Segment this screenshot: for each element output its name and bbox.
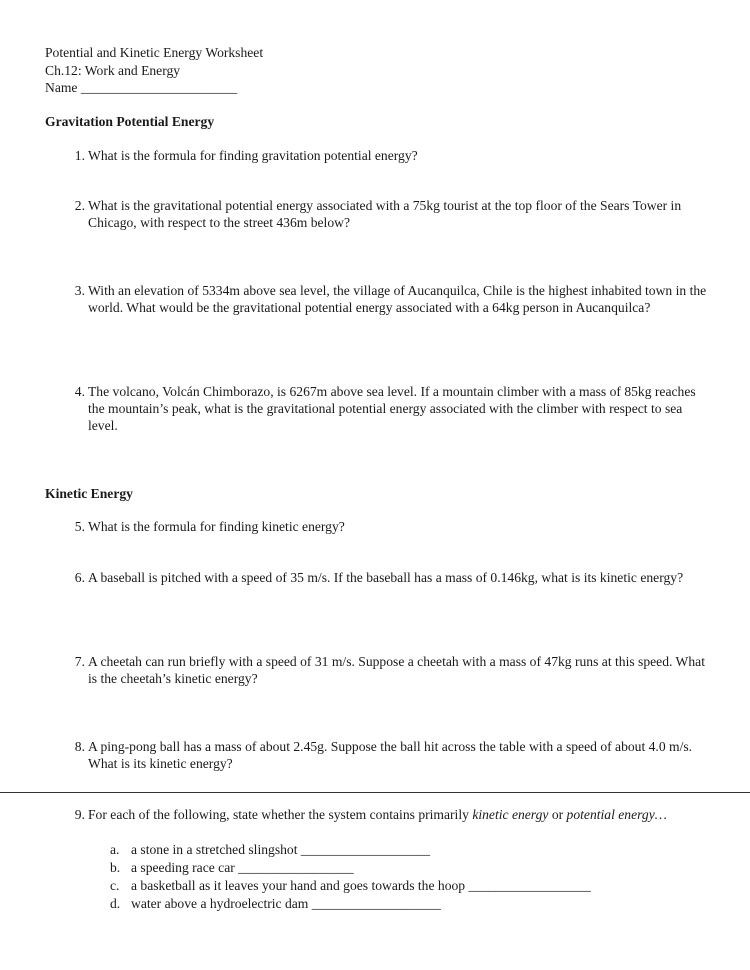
question-number: 1.	[74, 148, 85, 163]
question-number: 8.	[74, 739, 85, 754]
question-2	[65, 197, 715, 231]
question-text: A baseball is pitched with a speed of 35 m/s. If the baseball has a mass of 0.146kg, what is its kinetic energy?	[88, 570, 684, 585]
section-title-gravitational: Gravitation Potential Energy	[45, 114, 215, 129]
question-text: With an elevation of 5334m above sea level, the village of Aucanquilca, Chile is the highest inhabited town in the world. What would be the gravitational potential energy associated with a 64kg person in Aucanquilca?	[88, 283, 707, 315]
section-title-kinetic: Kinetic Energy	[45, 486, 133, 501]
question-text: The volcano, Volcán Chimborazo, is 6267m above sea level. If a mountain climber with a mass of 85kg reaches the mountain’s peak, what is the gravitational potential energy associated with the climber with respect to sea level.	[88, 384, 696, 433]
question-5	[65, 518, 715, 535]
question-number: 3.	[74, 283, 85, 298]
term-potential-energy: potential energy…	[566, 807, 667, 822]
worksheet-header	[45, 44, 263, 97]
list-item	[110, 877, 670, 895]
list-item	[110, 841, 670, 859]
question-7	[65, 653, 715, 687]
name-line: Name _______________________	[45, 80, 238, 95]
question-text: A cheetah can run briefly with a speed of 31 m/s. Suppose a cheetah with a mass of 47kg runs at this speed. What is the cheetah’s kinetic energy?	[88, 654, 705, 686]
question-9	[65, 806, 715, 823]
question-4	[65, 383, 715, 434]
question-number: 9.	[74, 807, 85, 822]
question-1	[65, 147, 715, 164]
question-text: What is the formula for finding kinetic energy?	[88, 519, 345, 534]
question-number: 6.	[74, 570, 85, 585]
section-divider	[0, 792, 750, 793]
question-9-middle: or	[548, 807, 567, 822]
item-text: a basketball as it leaves your hand and goes towards the hoop __________________	[131, 878, 591, 893]
question-number: 2.	[74, 198, 85, 213]
item-text: a speeding race car _________________	[131, 860, 354, 875]
item-text: water above a hydroelectric dam ___________________	[131, 896, 441, 911]
question-text: A ping-pong ball has a mass of about 2.45g. Suppose the ball hit across the table with a speed of about 4.0 m/s. What is its kinetic energy?	[88, 739, 693, 771]
list-item	[110, 895, 670, 913]
question-number: 5.	[74, 519, 85, 534]
question-number: 7.	[74, 654, 85, 669]
item-letter: b.	[110, 860, 121, 875]
question-9-items	[110, 841, 670, 913]
list-item	[110, 859, 670, 877]
question-text: What is the gravitational potential energy associated with a 75kg tourist at the top floor of the Sears Tower in Chicago, with respect to the street 436m below?	[88, 198, 682, 230]
question-6	[65, 569, 715, 586]
question-number: 4.	[74, 384, 85, 399]
question-text	[88, 806, 715, 823]
question-3	[65, 282, 715, 316]
question-8	[65, 738, 715, 772]
question-9-prefix: For each of the following, state whether the system contains primarily	[88, 807, 473, 822]
item-letter: a.	[110, 842, 120, 857]
item-letter: c.	[110, 878, 120, 893]
item-letter: d.	[110, 896, 121, 911]
question-text: What is the formula for finding gravitation potential energy?	[88, 148, 418, 163]
chapter-line: Ch.12: Work and Energy	[45, 62, 181, 78]
item-text: a stone in a stretched slingshot ___________________	[131, 842, 431, 857]
worksheet-title: Potential and Kinetic Energy Worksheet	[45, 45, 264, 60]
term-kinetic-energy: kinetic energy	[472, 807, 549, 822]
